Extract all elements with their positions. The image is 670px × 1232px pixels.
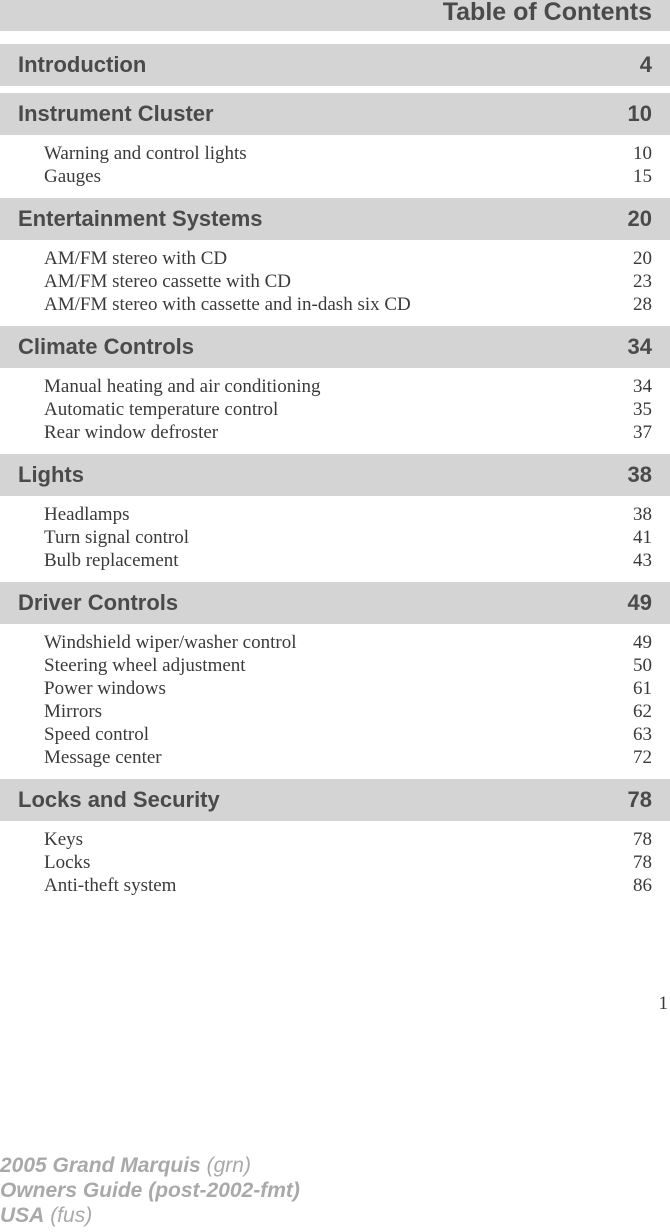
entry-title: Power windows [44,678,166,699]
entry-title: AM/FM stereo cassette with CD [44,271,291,292]
entry-title: Turn signal control [44,527,189,548]
toc-section-heading[interactable] [0,198,670,240]
section-title: Entertainment Systems [18,206,263,231]
toc-entry[interactable] [0,248,670,271]
entry-title: AM/FM stereo with cassette and in-dash six CD [44,294,411,315]
toc-entry-list [0,240,670,326]
page-title: Table of Contents [442,0,652,26]
entry-title: Gauges [44,166,101,187]
entry-page-number: 78 [633,852,652,873]
toc-entry[interactable] [0,852,670,875]
entry-page-number: 49 [633,632,652,653]
entry-title: Warning and control lights [44,143,247,164]
entry-page-number: 34 [633,376,652,397]
entry-title: Automatic temperature control [44,399,279,420]
entry-page-number: 62 [633,701,652,722]
footer-market: USA [0,1204,45,1227]
toc-entry-list [0,496,670,582]
footer-model: 2005 Grand Marquis [0,1154,201,1177]
footer-line-1 [0,1153,300,1178]
toc-entry-list [0,86,670,93]
toc-section-heading[interactable] [0,582,670,624]
section-page-number: 34 [627,334,652,359]
section-page-number: 49 [627,590,652,615]
toc-entry[interactable] [0,422,670,445]
footer-line-3 [0,1203,300,1228]
toc-entry-list [0,821,670,907]
entry-title: Manual heating and air conditioning [44,376,321,397]
toc-entry[interactable] [0,632,670,655]
toc-entry[interactable] [0,875,670,898]
entry-title: Anti-theft system [44,875,177,896]
toc-entry[interactable] [0,678,670,701]
entry-page-number: 37 [633,422,652,443]
toc-entry-list [0,624,670,779]
entry-page-number: 63 [633,724,652,745]
entry-page-number: 28 [633,294,652,315]
section-page-number: 20 [627,206,652,231]
entry-page-number: 50 [633,655,652,676]
entry-page-number: 86 [633,875,652,896]
footer-line-2 [0,1178,300,1203]
toc-entry[interactable] [0,550,670,573]
toc-entry[interactable] [0,294,670,317]
page-header [0,0,670,31]
page-number: 1 [658,993,668,1014]
entry-page-number: 20 [633,248,652,269]
entry-page-number: 43 [633,550,652,571]
entry-title: Speed control [44,724,150,745]
toc-entry[interactable] [0,655,670,678]
entry-title: Windshield wiper/washer control [44,632,297,653]
entry-page-number: 72 [633,747,652,768]
toc-section-heading[interactable] [0,44,670,86]
entry-title: Headlamps [44,504,130,525]
entry-title: AM/FM stereo with CD [44,248,228,269]
toc-entry[interactable] [0,376,670,399]
entry-page-number: 38 [633,504,652,525]
section-title: Driver Controls [18,590,179,615]
footer-market-code: (fus) [50,1204,93,1227]
table-of-contents [0,44,670,907]
toc-entry[interactable] [0,724,670,747]
entry-page-number: 41 [633,527,652,548]
section-page-number: 78 [627,787,652,812]
toc-entry-list [0,135,670,198]
footer-model-code: (grn) [206,1154,251,1177]
section-page-number: 38 [627,462,652,487]
toc-entry[interactable] [0,701,670,724]
section-title: Instrument Cluster [18,101,214,126]
toc-entry[interactable] [0,504,670,527]
toc-section-heading[interactable] [0,93,670,135]
entry-page-number: 78 [633,829,652,850]
toc-section-heading[interactable] [0,779,670,821]
toc-entry[interactable] [0,271,670,294]
section-title: Lights [18,462,84,487]
section-title: Locks and Security [18,787,220,812]
toc-entry[interactable] [0,166,670,189]
toc-entry[interactable] [0,527,670,550]
section-title: Climate Controls [18,334,195,359]
section-title: Introduction [18,52,147,77]
toc-section-heading[interactable] [0,454,670,496]
toc-section-heading[interactable] [0,326,670,368]
entry-title: Locks [44,852,91,873]
toc-entry[interactable] [0,399,670,422]
entry-title: Keys [44,829,84,850]
entry-title: Message center [44,747,162,768]
toc-entry-list [0,368,670,454]
entry-page-number: 35 [633,399,652,420]
footer-guide: Owners Guide (post-2002-fmt) [0,1179,300,1202]
entry-page-number: 10 [633,143,652,164]
document-footer [0,1153,300,1228]
entry-title: Rear window defroster [44,422,219,443]
entry-page-number: 23 [633,271,652,292]
entry-page-number: 15 [633,166,652,187]
toc-entry[interactable] [0,747,670,770]
entry-page-number: 61 [633,678,652,699]
section-page-number: 4 [639,52,652,77]
toc-entry[interactable] [0,829,670,852]
entry-title: Steering wheel adjustment [44,655,246,676]
entry-title: Mirrors [44,701,103,722]
toc-entry[interactable] [0,143,670,166]
section-page-number: 10 [627,101,652,126]
entry-title: Bulb replacement [44,550,179,571]
